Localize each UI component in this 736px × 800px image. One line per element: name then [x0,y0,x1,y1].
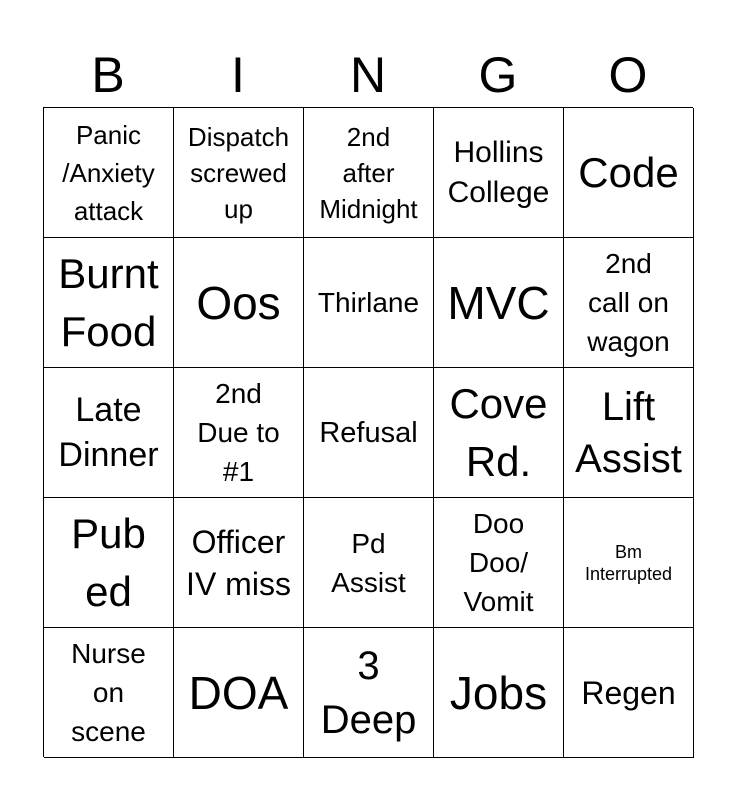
bingo-cell[interactable]: Officer IV miss [174,498,304,628]
bingo-cell[interactable]: Oos [174,238,304,368]
bingo-cell[interactable]: Doo Doo/ Vomit [434,498,564,628]
bingo-cell[interactable]: Bm Interrupted [564,498,694,628]
bingo-cell[interactable]: Cove Rd. [434,368,564,498]
bingo-cell[interactable]: 2nd after Midnight [304,108,434,238]
header-letter-b: B [91,47,125,103]
bingo-cell[interactable]: 2nd Due to #1 [174,368,304,498]
bingo-cell[interactable]: Dispatch screwed up [174,108,304,238]
header-letter-n: N [349,47,387,103]
bingo-cell[interactable]: Refusal [304,368,434,498]
bingo-cell[interactable]: Lift Assist [564,368,694,498]
bingo-cell[interactable]: 3 Deep [304,628,434,758]
bingo-cell[interactable]: DOA [174,628,304,758]
bingo-cell[interactable]: Late Dinner [44,368,174,498]
bingo-cell[interactable]: Pub ed [44,498,174,628]
bingo-cell[interactable]: Panic /Anxiety attack [44,108,174,238]
bingo-cell[interactable]: Pd Assist [304,498,434,628]
header-letter-i: I [231,47,245,103]
bingo-cell[interactable]: Regen [564,628,694,758]
bingo-cell[interactable]: MVC [434,238,564,368]
bingo-board [43,107,693,757]
bingo-cell[interactable]: Thirlane [304,238,434,368]
bingo-cell[interactable]: Hollins College [434,108,564,238]
bingo-cell[interactable]: Code [564,108,694,238]
bingo-header [43,44,693,106]
bingo-cell[interactable]: Nurse on scene [44,628,174,758]
header-letter-o: O [608,47,648,103]
bingo-cell[interactable]: 2nd call on wagon [564,238,694,368]
header-letter-g: G [478,47,518,103]
bingo-cell[interactable]: Burnt Food [44,238,174,368]
bingo-cell[interactable]: Jobs [434,628,564,758]
